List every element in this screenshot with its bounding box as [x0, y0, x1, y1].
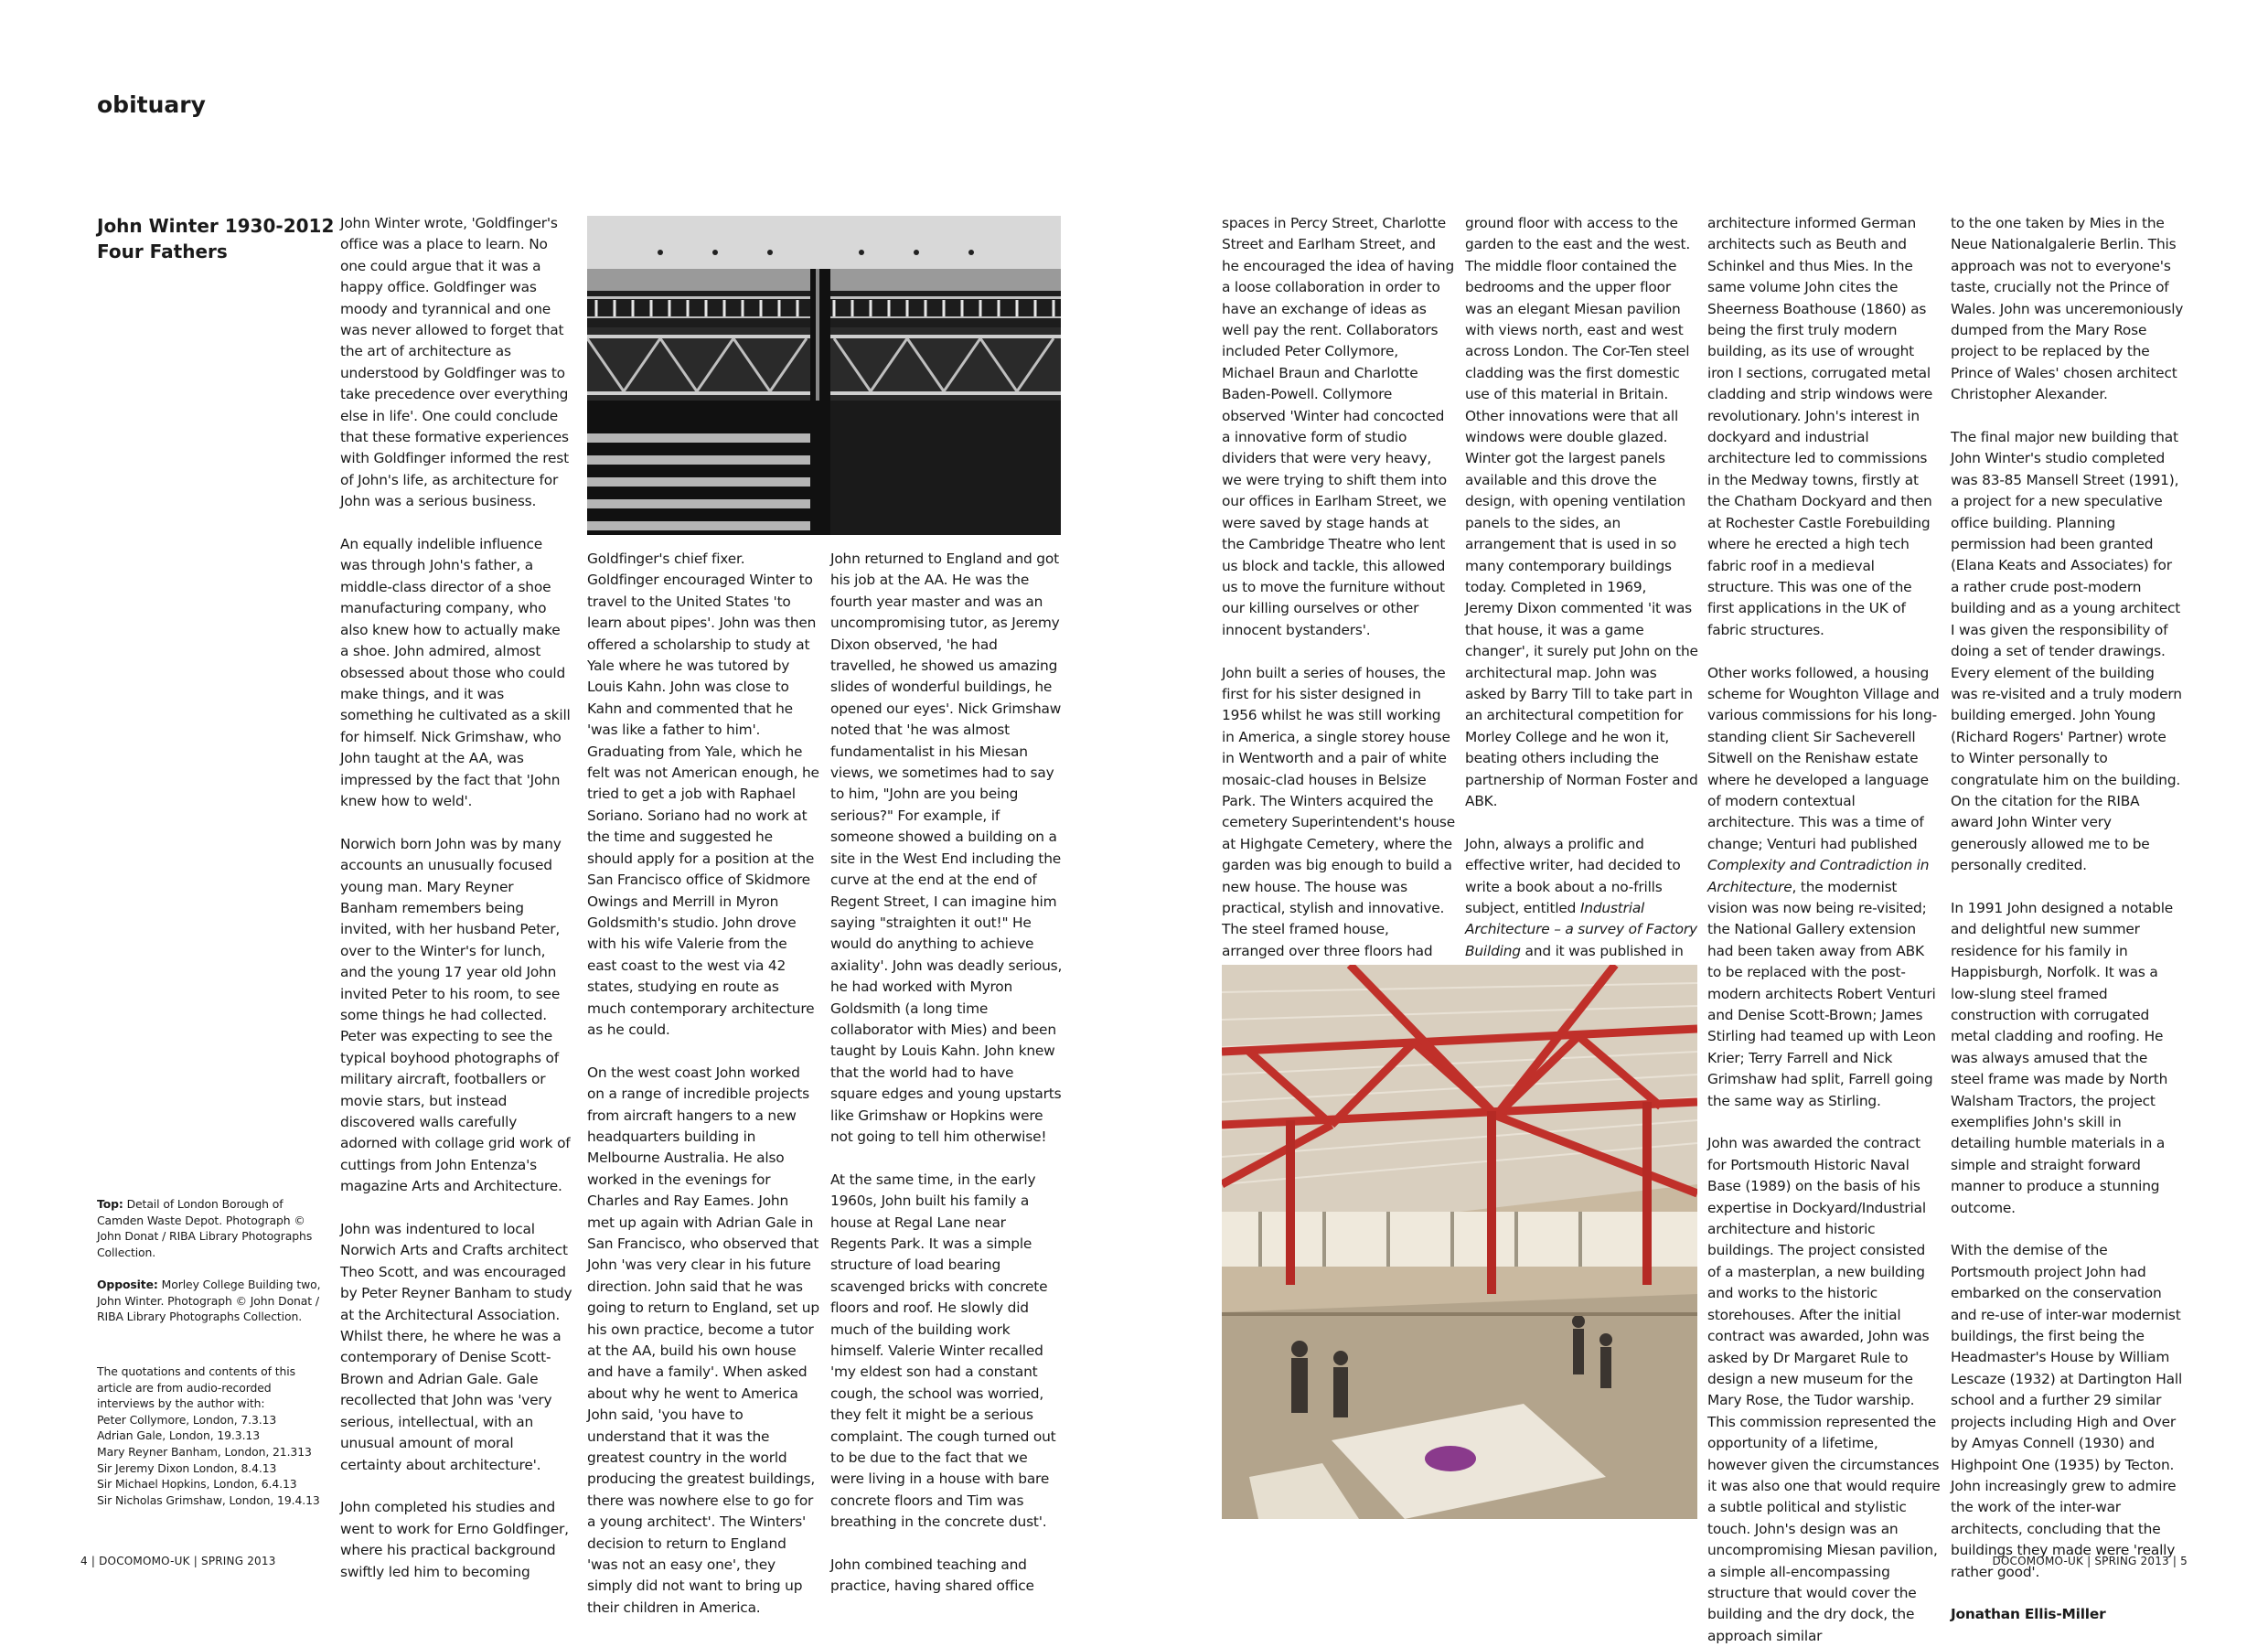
paragraph: spaces in Percy Street, Charlotte Street and Earlham Street, and he encouraged the idea of having a loose collaboration in order to have an exchange of ideas as well pay the rent. Collaborators included Peter Collymore, Michael Braun and Charlotte Baden-Powell. Collymore observed 'Winter had concocted a innovative form of studio dividers that were very heavy, we were trying to shift them into our offices in Earlham Street, we were saved by stage hands at the Cambridge Theatre who lent us block and tackle, this allowed us to move the furniture without our killing ourselves or other innocent bystanders'.	[1222, 215, 1455, 638]
text-run: , the modernist vision was now being re-visited; the National Gallery extension had been taken away from ABK to be replaced with the post-modern architects Robert Venturi and Denise Scott-Brown; James Stirling had teamed up with Leon Krier; Terry Farrell and Nick Grimshaw had split, Farrell going the same way as Stirling.	[1707, 878, 1936, 1109]
footer-left: 4 | DOCOMOMO-UK | SPRING 2013	[80, 1555, 276, 1567]
source-entry: Adrian Gale, London, 19.3.13	[97, 1428, 260, 1443]
paragraph: John built a series of houses, the first for his sister designed in 1956 whilst he was still working in America, a single storey house in Wentworth and a pair of white mosaic-clad houses in Belsize Park. The Winters acquired the cemetery Superintendent's house at Highgate Cemetery, where the garden was big enough to build a new house. The house was practical, stylish and innovative. The steel framed house, arranged over three floors had	[1222, 664, 1455, 959]
body-column-7	[1951, 213, 2184, 1626]
body-column-5	[1465, 213, 1698, 1026]
caption-opposite	[97, 1277, 327, 1325]
paragraph: John returned to England and got his job at the AA. He was the fourth year master and was an uncompromising tutor, as Jeremy Dixon observed, 'he had travelled, he showed us amazing slides of wonderful buildings, he opened our eyes'. Nick Grimshaw noted that 'he was almost fundamentalist in his Miesan views, we sometimes had to say to him, "John are you being serious?" For example, if someone showed a building on a site in the West End including the curve at the end at the end of Regent Street, I can imagine him saying "straighten it out!" He would do anything to achieve axiality'. John was deadly serious, he had worked with Myron Goldsmith (a long time collaborator with Mies) and been taught by Louis Kahn. John knew that the world had to have square edges and young upstarts like Grimshaw or Hopkins were not going to tell him otherwise!	[830, 551, 1063, 1145]
body-column-1	[340, 213, 572, 1583]
paragraph: John was awarded the contract for Portsmouth Historic Naval Base (1989) on the basis of his expertise in Dockyard/Industrial architecture and historic buildings. The project consisted of a masterplan, a new building and works to the historic storehouses. After the initial contract was awarded, John was asked by Dr Margaret Rule to design a new museum for the Mary Rose, the Tudor warship. This commission represented the opportunity of a lifetime, however given the circumstances it was also one that would require a subtle political and stylistic touch. John's design was an uncompromising Miesan pavilion, a simple all-encompassing structure that would cover the building and the dry dock, the approach similar	[1707, 1135, 1941, 1644]
body-column-2	[587, 549, 819, 1619]
photo-morley-college	[1222, 965, 1697, 1519]
paragraph: ground floor with access to the garden to the east and the west. The middle floor contained the bedrooms and the upper floor was an elegant Miesan pavilion with views north, east and west across London. The Cor-Ten steel cladding was the first domestic use of this material in Britain. Other innovations were that all windows were double glazed. Winter got the largest panels available and this drove the design, with opening ventilation panels to the sides, an arrangement that is used in so many contemporary buildings today. Completed in 1969, Jeremy Dixon commented 'it was that house, it was a game changer', it surely put John on the architectural map. John was asked by Barry Till to take part in an architectural competition for Morley College and he won it, beating others including the partnership of Norman Foster and ABK.	[1465, 215, 1698, 809]
photo-captions	[97, 1196, 327, 1341]
book-title: Complexity and Contradiction in Architecture	[1707, 857, 1930, 895]
headline-title: John Winter 1930-2012	[97, 215, 335, 237]
sources-intro: The quotations and contents of this article are from audio-recorded interviews by the author with:	[97, 1364, 295, 1411]
paragraph: John combined teaching and practice, having shared office	[830, 1556, 1034, 1595]
paragraph: On the west coast John worked on a range of incredible projects from aircraft hangers to a new headquarters building in Melbourne Australia. He also worked in the evenings for Charles and Ray Eames. John met up again with Adrian Gale in San Francisco, who observed that John 'was very clear in his future direction. John said that he was going to return to England, set up his own practice, become a tutor at the AA, build his own house and have a family'. When asked about why he went to America John said, 'you have to understand that it was the greatest country in the world producing the greatest buildings, there was nowhere else to go for a young architect'. The Winters' decision to return to England 'was not an easy one', they simply did not want to bring up their children in America.	[587, 1064, 819, 1616]
interview-sources	[97, 1364, 327, 1508]
caption-top	[97, 1196, 327, 1260]
source-entry: Peter Collymore, London, 7.3.13	[97, 1412, 277, 1427]
source-entry: Sir Nicholas Grimshaw, London, 19.4.13	[97, 1492, 320, 1507]
paragraph	[1707, 663, 1941, 1113]
body-column-6	[1707, 213, 1941, 1647]
paragraph: John Winter wrote, 'Goldfinger's office was a place to learn. No one could argue that it was a happy office. Goldfinger was moody and tyrannical and one was never allowed to forget that the art of architecture as understood by Goldfinger was to take precedence over everything else in life'. One could conclude that these formative experiences with Goldfinger informed the rest of John's life, as architecture for John was a serious business.	[340, 215, 569, 510]
paragraph: Norwich born John was by many accounts an unusually focused young man. Mary Reyner Banham remembers being invited, with her husband Peter, over to the Winter's for lunch, and the young 17 year old John invited Peter to his room, to see some things he had collected. Peter was expecting to see the typical boyhood photographs of military aircraft, footballers or movie stars, but instead discovered walls carefully adorned with collage grid work of cuttings from John Entenza's magazine Arts and Architecture.	[340, 835, 571, 1195]
text-run: and it was published in	[1524, 942, 1684, 959]
caption-top-label: Top:	[97, 1197, 123, 1211]
paragraph: The final major new building that John Winter's studio completed was 83-85 Mansell Street (1991), a project for a new speculative office building. Planning permission had been granted (Elana Keats and Associates) for a rather crude post-modern building and as a young architect I was given the responsibility of doing a set of tender drawings. Every element of the building was re-visited and a truly modern building emerged. John Young (Richard Rogers' Partner) wrote to Winter personally to congratulate him on the building. On the citation for the RIBA award John Winter very generously allowed me to be personally credited.	[1951, 429, 2182, 874]
paragraph: to the one taken by Mies in the Neue Nationalgalerie Berlin. This approach was not to everyone's taste, crucially not the Prince of Wales. John was unceremoniously dumped from the Mary Rose project to be replaced by the Prince of Wales' chosen architect Christopher Alexander.	[1951, 215, 2184, 403]
footer-right: DOCOMOMO-UK | SPRING 2013 | 5	[1992, 1555, 2188, 1567]
body-column-4	[1222, 213, 1455, 1005]
morley-college-image	[1222, 965, 1697, 1519]
source-entry: Sir Michael Hopkins, London, 6.4.13	[97, 1477, 297, 1492]
paragraph: At the same time, in the early 1960s, John built his family a house at Regal Lane near Regents Park. It was a simple structure of load bearing scavenged bricks with concrete floors and roof. He slowly did much of the building work himself. Valerie Winter recalled 'my eldest son had a constant cough, the school was worried, they felt it might be a serious complaint. The cough turned out to be due to the fact that we were living in a house with bare concrete floors and Tim was breathing in the concrete dust'.	[830, 1171, 1056, 1531]
paragraph: John completed his studies and went to work for Erno Goldfinger, where his practical background swiftly led him to becoming	[340, 1499, 569, 1580]
text-run: Other works followed, a housing scheme for Woughton Village and various commissions for his long-standing client Sir Sacheverell Sitwell on the Renishaw estate where he developed a language of modern contextual architecture. This was a time of change; Venturi had published	[1707, 664, 1940, 852]
caption-top-text: Detail of London Borough of Camden Waste Depot. Photograph © John Donat / RIBA Library Photographs Collection.	[97, 1197, 313, 1259]
paragraph: Goldfinger's chief fixer. Goldfinger encouraged Winter to travel to the United States 'to learn about pipes'. John was then offered a scholarship to study at Yale where he was tutored by Louis Kahn. John was close to Kahn and commented that he 'was like a father to him'. Graduating from Yale, which he felt was not American enough, he tried to get a job with Raphael Soriano. Soriano had no work at the time and suggested he should apply for a position at the San Francisco office of Skidmore Owings and Merrill in Myron Goldsmith's studio. John drove with his wife Valerie from the east coast to the west via 42 states, studying en route as much contemporary architecture as he could.	[587, 551, 819, 1038]
paragraph: John was indentured to local Norwich Arts and Crafts architect Theo Scott, and was encouraged by Peter Reyner Banham to study at the Architectural Association. Whilst there, he where he was a contemporary of Denise Scott-Brown and Adrian Gale. Gale recollected that John was 'very serious, intellectual, with an unusual amount of moral certainty about architecture'.	[340, 1221, 572, 1473]
article-headline	[97, 213, 335, 264]
photo-waste-depot-detail	[587, 216, 1061, 535]
text-run: John, always a prolific and effective writer, had decided to write a book about a no-frills subject, entitled	[1465, 835, 1681, 916]
book-title: Industrial Architecture – a survey of Factory Building	[1465, 899, 1697, 959]
section-title: obituary	[97, 91, 206, 118]
paragraph: architecture informed German architects such as Beuth and Schinkel and thus Mies. In the same volume John cites the Sheerness Boathouse (1860) as being the first truly modern building, as its use of wrought iron I sections, corrugated metal cladding and strip windows were revolutionary. John's interest in dockyard and industrial architecture led to commissions in the Medway towns, firstly at the Chatham Dockyard and then at Rochester Castle Forebuilding where he erected a high tech fabric roof in a medieval structure. This was one of the first applications in the UK of fabric structures.	[1707, 215, 1933, 638]
caption-opposite-text: Morley College Building two, John Winter. Photograph © John Donat / RIBA Library Photographs Collection.	[97, 1277, 321, 1324]
paragraph: An equally indelible influence was through John's father, a middle-class director of a shoe manufacturing company, who also knew how to actually make a shoe. John admired, almost obsessed about those who could make things, and it was something he cultivated as a skill for himself. Nick Grimshaw, who John taught at the AA, was impressed by the fact that 'John knew how to weld'.	[340, 536, 571, 809]
source-entry: Sir Jeremy Dixon London, 8.4.13	[97, 1460, 277, 1475]
source-entry: Mary Reyner Banham, London, 21.313	[97, 1444, 312, 1459]
author-signature: Jonathan Ellis-Miller	[1951, 1606, 2106, 1623]
paragraph: In 1991 John designed a notable and delightful new summer residence for his family in Happisburgh, Norfolk. It was a low-slung steel framed construction with corrugated metal cladding and roofing. He was always amused that the steel frame was made by North Walsham Tractors, the project exemplifies John's skill in detailing humble materials in a simple and straight forward manner to produce a stunning outcome.	[1951, 899, 2174, 1216]
paragraph: With the demise of the Portsmouth project John had embarked on the conservation and re-use of inter-war modernist buildings, the first being the Headmaster's House by William Lescaze (1932) at Dartington Hall school and a further 29 similar projects including High and Over by Amyas Connell (1930) and Highpoint One (1935) by Tecton. John increasingly grew to admire the work of the inter-war architects, concluding that the buildings they made were 'really rather good'.	[1951, 1242, 2183, 1580]
headline-subtitle: Four Fathers	[97, 241, 228, 262]
caption-opposite-label: Opposite:	[97, 1277, 158, 1291]
body-column-3	[830, 549, 1063, 1598]
waste-depot-image	[587, 216, 1061, 535]
